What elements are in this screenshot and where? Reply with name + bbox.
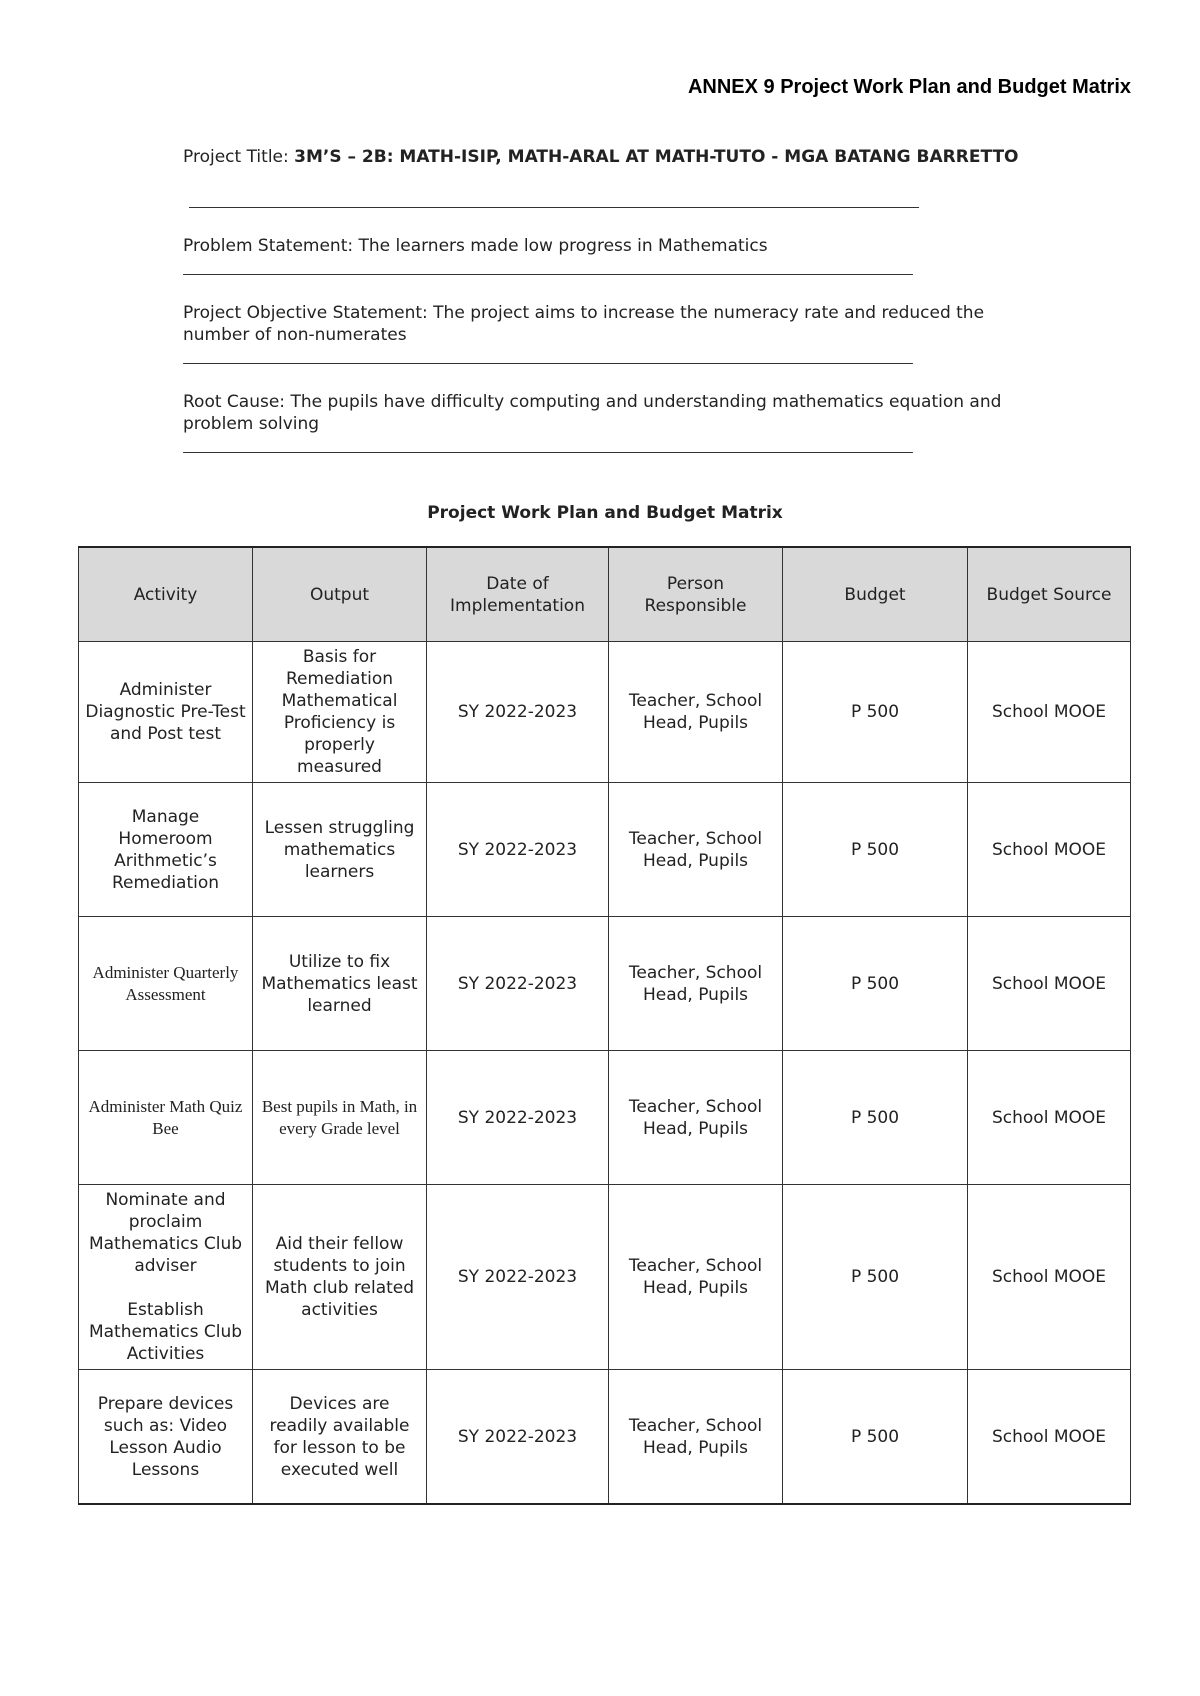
- problem-statement: [183, 235, 1043, 257]
- cell-date: SY 2022-2023: [427, 1185, 609, 1370]
- cell-activity: [79, 1185, 253, 1370]
- project-title-value: 3M’S – 2B: MATH-ISIP, MATH-ARAL AT MATH-TUTO - MGA BATANG BARRETTO: [294, 147, 1019, 167]
- activity-part-2: Establish Mathematics Club Activities: [88, 1300, 243, 1364]
- cell-budget-source: School MOOE: [968, 917, 1131, 1051]
- project-title-underline: [189, 207, 919, 208]
- cell-activity: Administer Math Quiz Bee: [79, 1051, 253, 1185]
- cell-budget-source: School MOOE: [968, 642, 1131, 783]
- cell-output: Lessen struggling mathematics learners: [253, 783, 427, 917]
- cell-budget: P 500: [783, 917, 968, 1051]
- cell-date: SY 2022-2023: [427, 1051, 609, 1185]
- cell-date: SY 2022-2023: [427, 917, 609, 1051]
- root-cause-underline: [183, 452, 913, 453]
- cell-date: SY 2022-2023: [427, 783, 609, 917]
- cell-person: Teacher, School Head, Pupils: [609, 1370, 783, 1505]
- cell-output: Aid their fellow students to join Math club related activities: [253, 1185, 427, 1370]
- table-row: [79, 917, 1131, 1051]
- cell-activity: Administer Quarterly Assessment: [79, 917, 253, 1051]
- cell-person: Teacher, School Head, Pupils: [609, 642, 783, 783]
- root-cause-label: Root Cause:: [183, 392, 286, 412]
- cell-activity: Prepare devices such as: Video Lesson Audio Lessons: [79, 1370, 253, 1505]
- header-activity: Activity: [79, 547, 253, 642]
- objective-statement: [183, 302, 1043, 346]
- project-title-label: Project Title:: [183, 147, 289, 167]
- cell-budget: P 500: [783, 1370, 968, 1505]
- problem-statement-label: Problem Statement:: [183, 236, 354, 256]
- annex-heading: ANNEX 9 Project Work Plan and Budget Matrix: [687, 76, 1131, 98]
- objective-statement-value: The project aims to increase the numeracy rate and reduced the number of non-numerates: [183, 303, 985, 345]
- spacer: [85, 1277, 246, 1299]
- root-cause: [183, 391, 1043, 435]
- cell-budget: P 500: [783, 1185, 968, 1370]
- cell-budget: P 500: [783, 642, 968, 783]
- work-plan-table: [78, 546, 1131, 1505]
- table-header-row: [79, 547, 1131, 642]
- cell-person: Teacher, School Head, Pupils: [609, 1185, 783, 1370]
- cell-date: SY 2022-2023: [427, 1370, 609, 1505]
- cell-person: Teacher, School Head, Pupils: [609, 1051, 783, 1185]
- header-budget-source: Budget Source: [968, 547, 1131, 642]
- objective-statement-underline: [183, 363, 913, 364]
- cell-budget: P 500: [783, 783, 968, 917]
- project-title: [183, 146, 1043, 168]
- cell-output: Best pupils in Math, in every Grade level: [253, 1051, 427, 1185]
- table-row: [79, 1370, 1131, 1505]
- cell-budget-source: School MOOE: [968, 783, 1131, 917]
- header-date: Date of Implementation: [427, 547, 609, 642]
- table-title: Project Work Plan and Budget Matrix: [427, 503, 783, 523]
- problem-statement-value: The learners made low progress in Mathematics: [358, 236, 768, 256]
- activity-part-1: Nominate and proclaim Mathematics Club adviser: [88, 1190, 243, 1276]
- cell-activity: Manage Homeroom Arithmetic’s Remediation: [79, 783, 253, 917]
- root-cause-value: The pupils have difficulty computing and understanding mathematics equation and problem solving: [183, 392, 1002, 434]
- cell-person: Teacher, School Head, Pupils: [609, 783, 783, 917]
- cell-budget-source: School MOOE: [968, 1370, 1131, 1505]
- cell-budget: P 500: [783, 1051, 968, 1185]
- cell-output: Devices are readily available for lesson to be executed well: [253, 1370, 427, 1505]
- header-person: Person Responsible: [609, 547, 783, 642]
- table-row: [79, 1185, 1131, 1370]
- cell-person: Teacher, School Head, Pupils: [609, 917, 783, 1051]
- cell-output: Utilize to fix Mathematics least learned: [253, 917, 427, 1051]
- cell-budget-source: School MOOE: [968, 1051, 1131, 1185]
- table-row: [79, 783, 1131, 917]
- cell-activity: Administer Diagnostic Pre-Test and Post test: [79, 642, 253, 783]
- header-budget: Budget: [783, 547, 968, 642]
- header-output: Output: [253, 547, 427, 642]
- table-row: [79, 642, 1131, 783]
- table-row: [79, 1051, 1131, 1185]
- cell-budget-source: School MOOE: [968, 1185, 1131, 1370]
- objective-statement-label: Project Objective Statement:: [183, 303, 428, 323]
- cell-date: SY 2022-2023: [427, 642, 609, 783]
- problem-statement-underline: [183, 274, 913, 275]
- cell-output: Basis for Remediation Mathematical Proficiency is properly measured: [253, 642, 427, 783]
